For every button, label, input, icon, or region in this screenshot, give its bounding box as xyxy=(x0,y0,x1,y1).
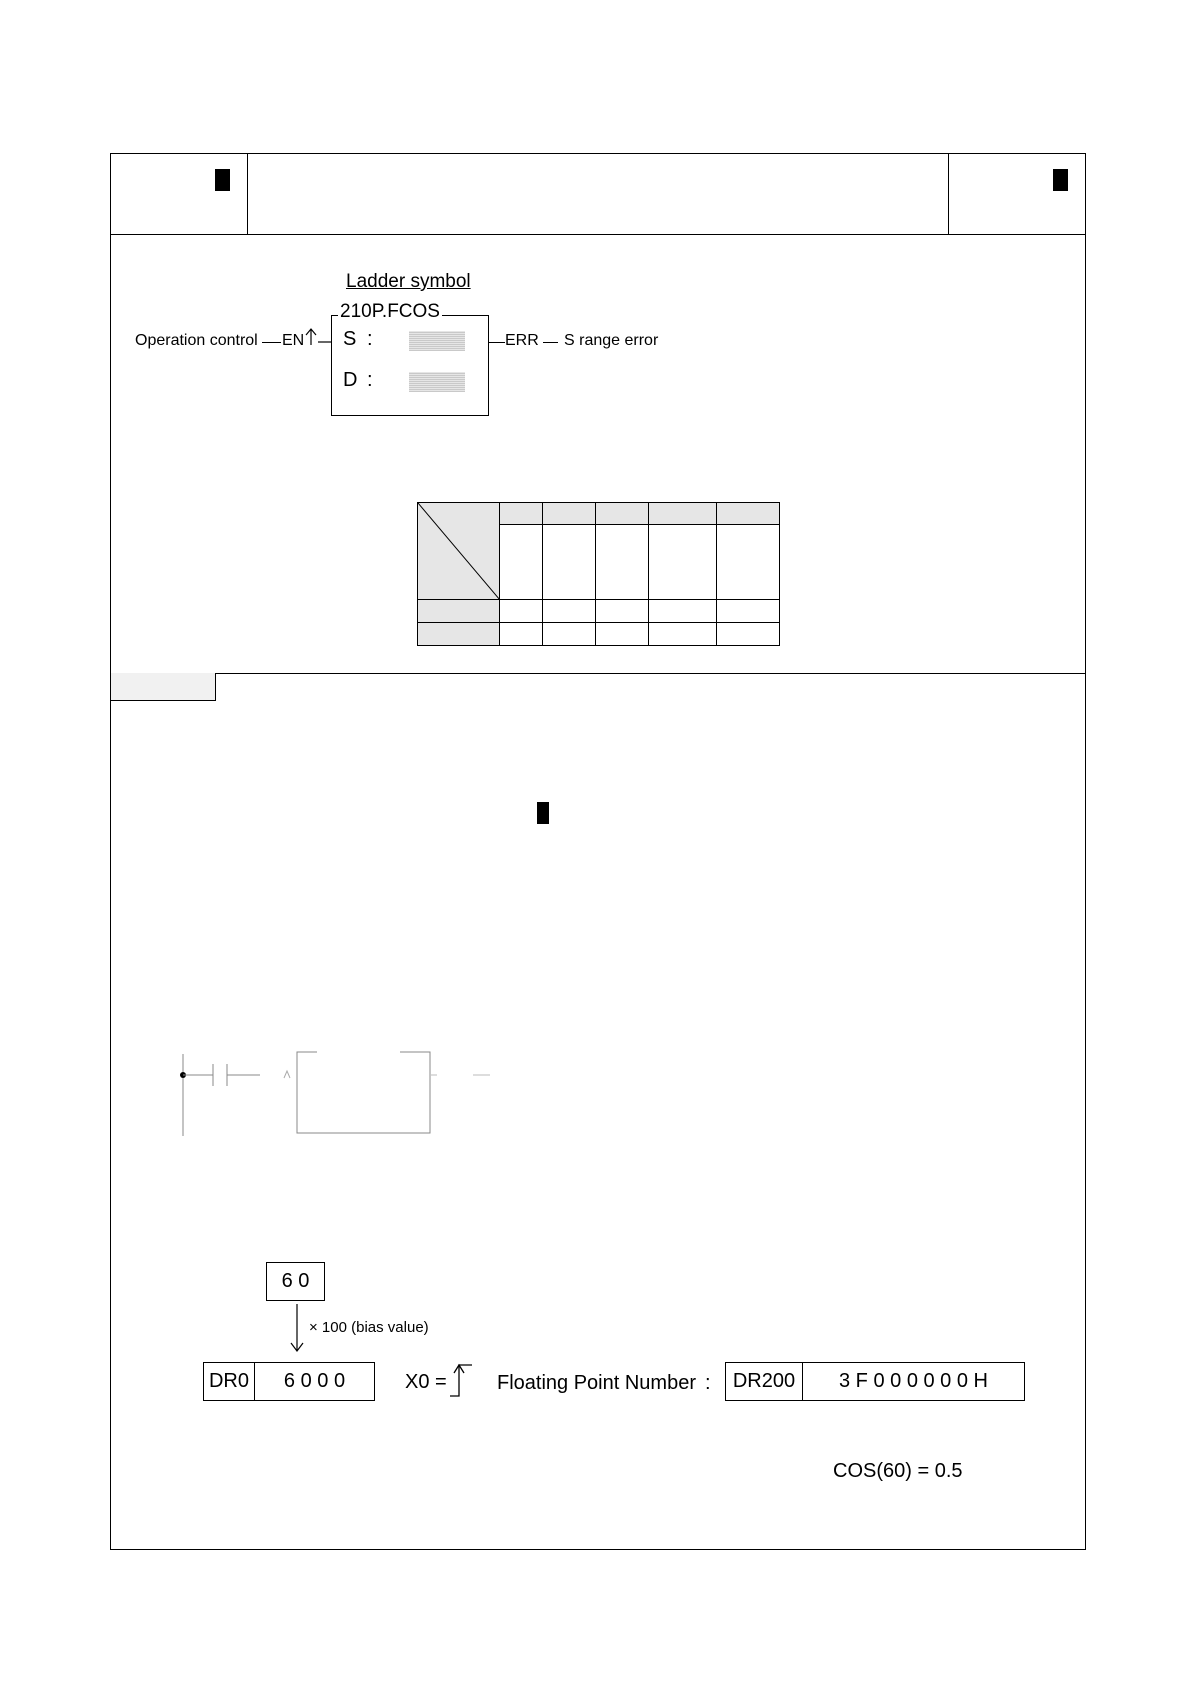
dest-register-name: DR200 xyxy=(726,1363,803,1400)
en-pin-label: EN xyxy=(282,332,305,349)
err-wire-right xyxy=(543,342,558,343)
s-range-error-label: S range error xyxy=(564,332,659,349)
operand-d-colon: : xyxy=(367,369,373,391)
header-right-divider xyxy=(948,153,949,234)
header-left-divider xyxy=(247,153,248,234)
floating-point-colon: : xyxy=(705,1372,711,1394)
table-corner-diagonal xyxy=(418,503,500,600)
table-header-cell xyxy=(649,503,717,525)
source-register-value: 6 0 0 0 xyxy=(283,1370,346,1392)
table-header-cell xyxy=(500,503,543,525)
table-header-cell xyxy=(717,503,780,525)
table-cell xyxy=(596,600,649,623)
table-header-cell xyxy=(596,503,649,525)
table-cell xyxy=(543,623,596,646)
rising-edge-pulse-icon xyxy=(448,1362,474,1400)
table-cell xyxy=(543,525,596,600)
body-mark xyxy=(537,802,549,824)
bias-value-label: × 100 (bias value) xyxy=(309,1319,429,1336)
operand-s-label: S xyxy=(343,328,357,350)
table-cell xyxy=(543,600,596,623)
usable-device-table xyxy=(417,502,780,646)
operand-s-placeholder xyxy=(409,331,465,351)
header-divider xyxy=(110,234,1086,235)
header-left-mark xyxy=(215,169,230,191)
err-wire-left xyxy=(489,342,505,343)
table-header-cell xyxy=(543,503,596,525)
floating-point-number-label: Floating Point Number xyxy=(497,1372,696,1394)
dest-register-value: 3 F 0 0 0 0 0 0 H xyxy=(839,1370,988,1392)
dest-register-box xyxy=(725,1362,1025,1401)
operand-d-placeholder xyxy=(409,372,465,392)
section-divider xyxy=(110,673,1086,674)
ladder-symbol-title: Ladder symbol xyxy=(346,271,471,292)
table-row-header-d xyxy=(418,623,500,646)
page-frame xyxy=(110,153,1086,1550)
table-cell xyxy=(596,525,649,600)
table-cell xyxy=(649,600,717,623)
operand-s-colon: : xyxy=(367,328,373,350)
table-cell xyxy=(717,623,780,646)
table-row-header-s xyxy=(418,600,500,623)
table-corner-cell xyxy=(418,503,500,600)
table-cell xyxy=(596,623,649,646)
function-block-name: 210P.FCOS xyxy=(340,301,440,322)
section-tab xyxy=(110,673,216,701)
table-cell xyxy=(500,525,543,600)
cos-result-label: COS(60) = 0.5 xyxy=(833,1460,963,1482)
source-register-name: DR0 xyxy=(204,1363,255,1400)
table-cell xyxy=(500,623,543,646)
header-right-mark xyxy=(1053,169,1068,191)
input-value-box: 6 0 xyxy=(266,1262,325,1301)
input-wire xyxy=(262,342,281,343)
source-register-box xyxy=(203,1362,375,1401)
table-cell xyxy=(649,623,717,646)
table-cell xyxy=(649,525,717,600)
x0-trigger-label: X0 = xyxy=(405,1371,447,1393)
down-arrow-icon xyxy=(287,1302,307,1354)
table-cell xyxy=(717,600,780,623)
err-pin-label: ERR xyxy=(505,332,539,349)
operation-control-label: Operation control xyxy=(135,332,258,349)
ladder-program-diagram xyxy=(170,1040,500,1140)
rising-edge-arrow-icon xyxy=(305,327,331,349)
operand-d-label: D xyxy=(343,369,358,391)
table-cell xyxy=(500,600,543,623)
table-cell xyxy=(717,525,780,600)
